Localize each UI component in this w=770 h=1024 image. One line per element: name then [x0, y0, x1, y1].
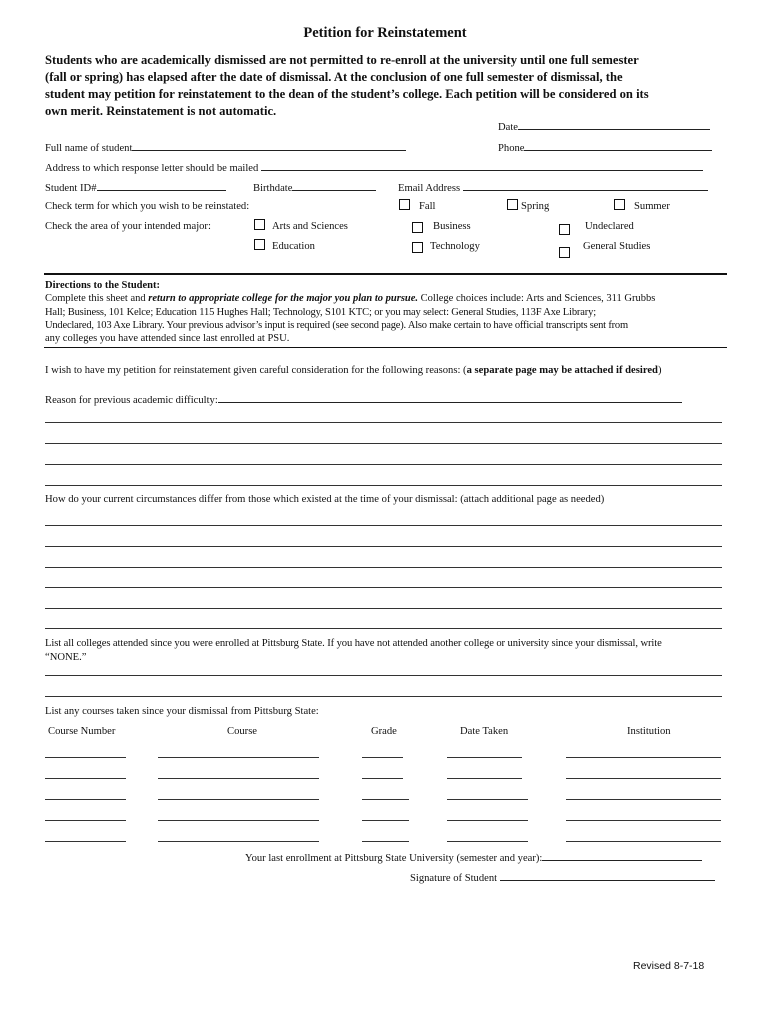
email-label: Email Address [398, 183, 461, 194]
address-field [45, 160, 703, 174]
signature-label: Signature of Student [410, 873, 498, 884]
phone-label: Phone [498, 143, 525, 154]
institution-blank[interactable] [566, 757, 721, 758]
full-name-field [45, 140, 406, 154]
checkbox-business[interactable] [412, 222, 423, 233]
institution-blank[interactable] [566, 841, 721, 842]
major-option-arts-and-sciences: Arts and Sciences [272, 221, 348, 232]
directions-top-rule [44, 273, 727, 275]
circumstances-label: How do your current circumstances differ from those which existed at the time of your dismissal: (attach additional page as needed) [45, 494, 605, 505]
checkbox-technology[interactable] [412, 242, 423, 253]
wish-text: I wish to have my petition for reinstatement given careful consideration for the following reasons: ( [45, 365, 467, 376]
directions-bottom-rule [44, 347, 727, 348]
header-course-number: Course Number [48, 726, 116, 737]
reason-line[interactable] [45, 422, 722, 423]
checkbox-fall[interactable] [399, 199, 410, 210]
institution-blank[interactable] [566, 820, 721, 821]
institution-blank[interactable] [566, 799, 721, 800]
directions-block [45, 279, 727, 345]
course-blank[interactable] [158, 820, 319, 821]
signature-field [410, 870, 715, 884]
grade-blank[interactable] [362, 820, 409, 821]
course-blank[interactable] [158, 757, 319, 758]
checkbox-education[interactable] [254, 239, 265, 250]
page-title: Petition for Reinstatement [303, 25, 467, 41]
revision-note: Revised 8-7-18 [633, 960, 705, 972]
directions-text: College choices include: Arts and Sciences, 311 Grubbs [418, 293, 656, 305]
address-blank[interactable] [261, 160, 703, 171]
term-label: Check term for which you wish to be reinstated: [45, 201, 250, 212]
last-enrollment-label: Your last enrollment at Pittsburg State University (semester and year): [245, 853, 543, 864]
directions-heading: Directions to the Student: [45, 280, 161, 291]
course-blank[interactable] [158, 778, 319, 779]
course-blank[interactable] [158, 799, 319, 800]
date-taken-blank[interactable] [447, 799, 528, 800]
grade-blank[interactable] [362, 778, 403, 779]
header-grade: Grade [371, 726, 397, 737]
major-option-general-studies: General Studies [583, 241, 651, 252]
checkbox-arts-and-sciences[interactable] [254, 219, 265, 230]
header-course: Course [227, 726, 258, 737]
major-option-education: Education [272, 241, 315, 252]
term-option-spring: Spring [521, 201, 550, 212]
directions-line: Hall; Business, 101 Kelce; Education 115 Hughes Hall; Technology, S101 KTC; or you may select: General Studies, 113F Axe Library; [45, 306, 596, 318]
directions-emphasis: return to appropriate college for the major you plan to pursue. [148, 293, 419, 305]
reason-line[interactable] [45, 443, 722, 444]
circumstances-line[interactable] [45, 546, 722, 547]
signature-blank[interactable] [500, 870, 715, 881]
email-blank[interactable] [463, 180, 708, 191]
reason-label: Reason for previous academic difficulty: [45, 395, 218, 406]
institution-blank[interactable] [566, 778, 721, 779]
checkbox-summer[interactable] [614, 199, 625, 210]
header-date-taken: Date Taken [460, 726, 509, 737]
major-label: Check the area of your intended major: [45, 221, 211, 232]
directions-line: Undeclared, 103 Axe Library. Your previous advisor’s input is required (see second page). Also make certain to have official transcripts sent from [45, 319, 628, 331]
full-name-label: Full name of student [45, 143, 133, 154]
term-option-fall: Fall [419, 201, 436, 212]
wish-statement [45, 365, 661, 376]
major-option-business: Business [433, 221, 471, 232]
date-label: Date [498, 122, 518, 133]
intro-line: own merit. Reinstatement is not automatic. [45, 104, 277, 118]
intro-line: Students who are academically dismissed are not permitted to re-enroll at the university until one full semester [45, 53, 639, 67]
birthdate-blank[interactable] [292, 180, 376, 191]
course-number-blank[interactable] [45, 799, 126, 800]
reason-blank[interactable] [218, 392, 682, 403]
circumstances-line[interactable] [45, 587, 722, 588]
last-enrollment-field [245, 850, 702, 864]
birthdate-field [253, 180, 376, 194]
email-field [398, 180, 708, 194]
date-taken-blank[interactable] [447, 757, 522, 758]
date-field [498, 119, 710, 133]
circumstances-line[interactable] [45, 608, 722, 609]
course-blank[interactable] [158, 841, 319, 842]
student-id-blank[interactable] [97, 180, 226, 191]
date-taken-blank[interactable] [447, 778, 522, 779]
wish-close: ) [657, 365, 662, 376]
date-taken-blank[interactable] [447, 841, 528, 842]
checkbox-general-studies[interactable] [559, 247, 570, 258]
address-label: Address to which response letter should be mailed [45, 163, 259, 174]
birthdate-label: Birthdate [253, 183, 293, 194]
student-id-field [45, 180, 226, 194]
reason-line[interactable] [45, 464, 722, 465]
intro-line: student may petition for reinstatement to the dean of the student’s college. Each petition will be considered on its [45, 87, 649, 101]
intro-line: (fall or spring) has elapsed after the date of dismissal. At the conclusion of one full semester of dismissal, the [45, 70, 623, 84]
course-number-blank[interactable] [45, 841, 126, 842]
courses-label: List any courses taken since your dismissal from Pittsburg State: [45, 706, 319, 717]
grade-blank[interactable] [362, 799, 409, 800]
course-number-blank[interactable] [45, 820, 126, 821]
colleges-line[interactable] [45, 696, 722, 697]
grade-blank[interactable] [362, 841, 409, 842]
last-enrollment-blank[interactable] [542, 850, 702, 861]
major-option-technology: Technology [430, 241, 480, 252]
phone-blank[interactable] [524, 140, 712, 151]
phone-field [498, 140, 712, 154]
circumstances-line[interactable] [45, 567, 722, 568]
colleges-line[interactable] [45, 675, 722, 676]
colleges-label-line2: “NONE.” [45, 652, 87, 663]
wish-bold-note: a separate page may be attached if desired [466, 365, 658, 376]
major-option-undeclared: Undeclared [585, 221, 634, 232]
date-taken-blank[interactable] [447, 820, 528, 821]
reason-field [45, 392, 682, 406]
colleges-label-line1: List all colleges attended since you were enrolled at Pittsburg State. If you have not attended another college or university since your dismissal, write [45, 638, 662, 649]
grade-blank[interactable] [362, 757, 403, 758]
intro-paragraph [45, 52, 725, 120]
circumstances-line[interactable] [45, 525, 722, 526]
full-name-blank[interactable] [132, 140, 406, 151]
directions-line: any colleges you have attended since last enrolled at PSU. [45, 333, 290, 345]
checkbox-undeclared[interactable] [559, 224, 570, 235]
header-institution: Institution [627, 726, 671, 737]
term-option-summer: Summer [634, 201, 670, 212]
course-number-blank[interactable] [45, 757, 126, 758]
student-id-label: Student ID# [45, 183, 97, 194]
directions-line [45, 292, 727, 305]
course-number-blank[interactable] [45, 778, 126, 779]
reason-line[interactable] [45, 485, 722, 486]
checkbox-spring[interactable] [507, 199, 518, 210]
circumstances-line[interactable] [45, 628, 722, 629]
directions-text: Complete this sheet and [45, 293, 149, 305]
date-blank[interactable] [518, 119, 710, 130]
